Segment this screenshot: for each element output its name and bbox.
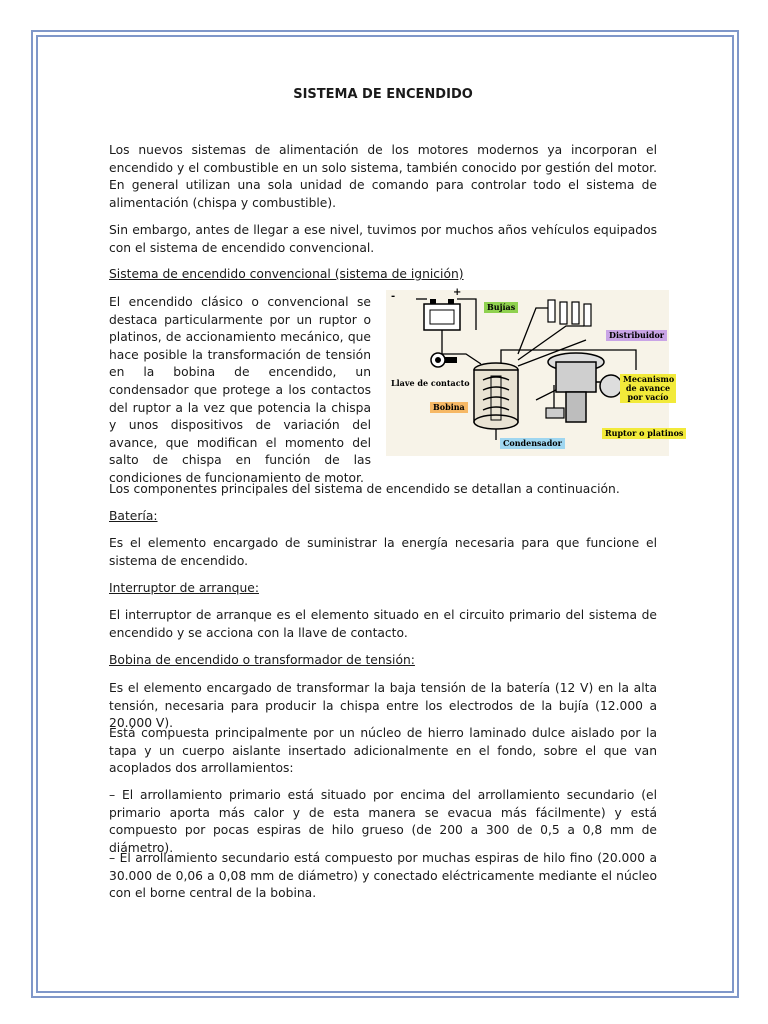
convencional-paragraph: El encendido clásico o convencional se destaca particularmente por un ruptor o platinos, de accionamiento mecánico, que hace posible la transformación de tensión en la bobina de encendido, un condensador que protege a los contactos del ruptor a la vez que potencia la chispa y unos dispositivos de variación del avance, que modifican el momento del salto de chispa en función de las condiciones de funcionamiento de motor. xyxy=(109,295,371,485)
condenser-drawing xyxy=(546,408,564,418)
coil-drawing xyxy=(474,363,518,429)
section-heading-convencional: Sistema de encendido convencional (sistema de ignición) xyxy=(109,267,464,281)
label-llave-de-contacto: Llave de contacto xyxy=(391,378,470,388)
interruptor-paragraph: El interruptor de arranque es el elemento situado en el circuito primario del sistema de encendido y se acciona con la llave de contacto. xyxy=(109,608,657,640)
spark-plugs-drawing xyxy=(548,300,591,326)
battery-plus-label: + xyxy=(453,287,462,298)
bobina-paragraph-1: Es el elemento encargado de transformar la baja tensión de la batería (12 V) en la alta tensión, necesaria para producir la chispa entre los electrodos de la bujía (12.000 a 20.000 V). xyxy=(109,681,657,731)
document-title: SISTEMA DE ENCENDIDO xyxy=(293,87,473,102)
label-distribuidor: Distribuidor xyxy=(606,330,667,341)
sin-embargo-paragraph: Sin embargo, antes de llegar a ese nivel, tuvimos por muchos años vehículos equipados con el sistema de encendido convencional. xyxy=(109,223,657,255)
label-bujias: Bujías xyxy=(484,302,518,313)
ignition-system-diagram xyxy=(386,287,684,456)
bateria-heading: Batería: xyxy=(109,509,158,523)
label-ruptor-platinos: Ruptor o platinos xyxy=(602,428,686,439)
battery-minus-label: - xyxy=(391,291,396,302)
intro-paragraph: Los nuevos sistemas de alimentación de los motores modernos ya incorporan el encendido y el combustible en un solo sistema, también conocido por gestión del motor. En general utilizan una sola unidad de comando para controlar todo el sistema de alimentación (chispa y combustible). xyxy=(109,143,657,210)
label-mecanismo-avance: Mecanismo de avance por vacío xyxy=(620,374,676,403)
components-intro-paragraph: Los componentes principales del sistema de encendido se detallan a continuación. xyxy=(109,482,620,496)
ignition-key-drawing xyxy=(431,353,457,367)
label-bobina: Bobina xyxy=(430,402,468,413)
bullet-primario: – El arrollamiento primario está situado por encima del arrollamiento secundario (el primario aporta más calor y de esta manera se evacua más fácilmente) y está compuesto por pocas espiras de hilo grueso (de 200 a 300 de 0,5 a 0,8 mm de diámetro). xyxy=(109,788,657,855)
bullet-secundario: – El arrollamiento secundario está compuesto por muchas espiras de hilo fino (20.000 a 30.000 de 0,06 a 0,08 mm de diámetro) y conectado eléctricamente mediante el núcleo con el borne central de la bobina. xyxy=(109,851,657,901)
battery-drawing xyxy=(424,299,460,330)
bobina-heading: Bobina de encendido o transformador de tensión: xyxy=(109,653,415,667)
bateria-paragraph: Es el elemento encargado de suministrar la energía necesaria para que funcione el sistema de encendido. xyxy=(109,536,657,568)
interruptor-heading: Interruptor de arranque: xyxy=(109,581,259,595)
bobina-paragraph-2: Está compuesta principalmente por un núcleo de hierro laminado dulce aislado por la tapa y un cuerpo aislante insertado adicionalmente en el fondo, sobre el que van acoplados dos arrollamientos: xyxy=(109,726,657,776)
label-condensador: Condensador xyxy=(500,438,565,449)
